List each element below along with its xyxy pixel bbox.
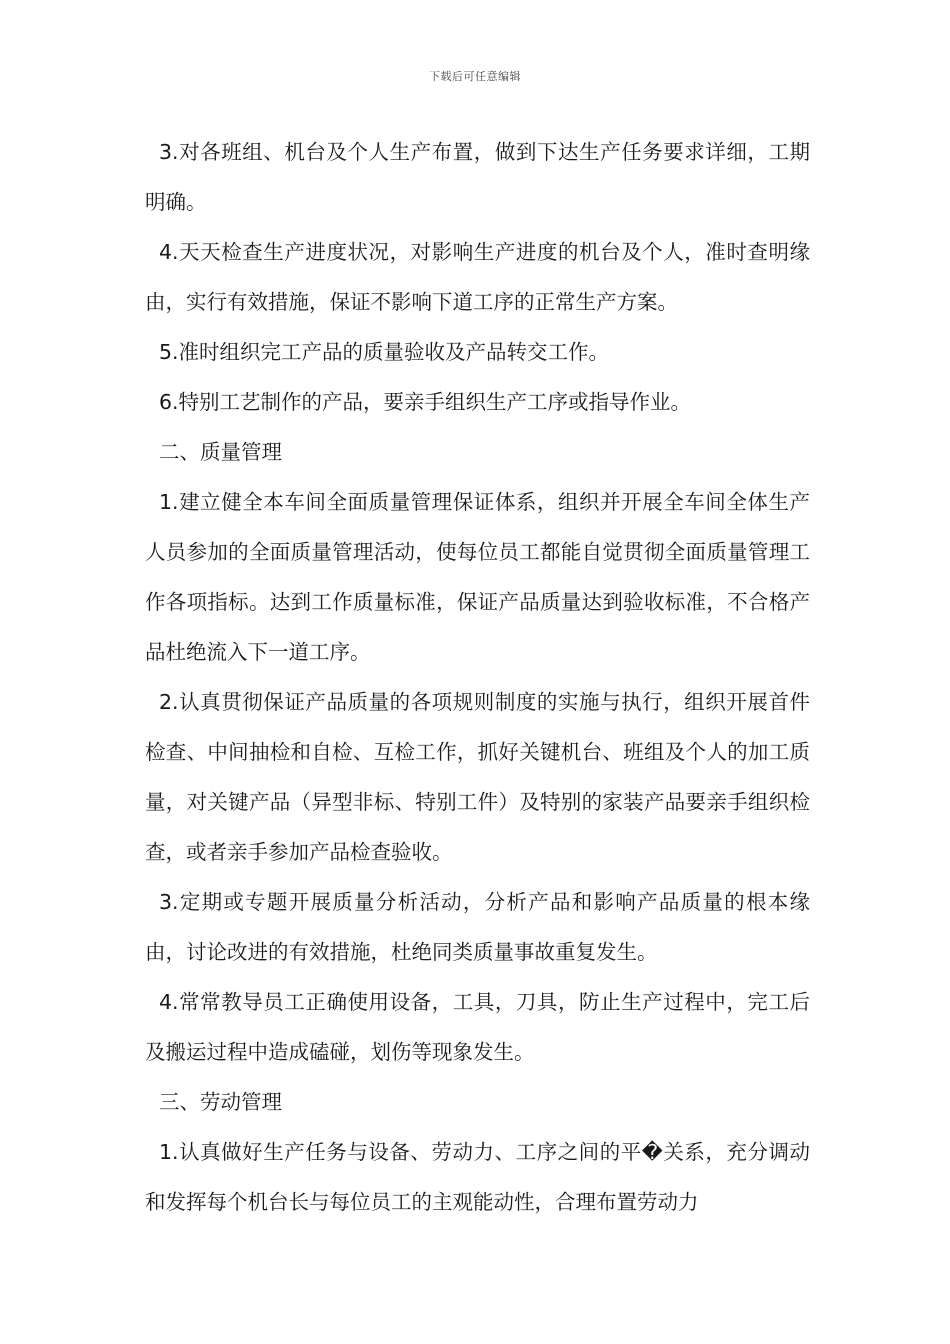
paragraph-item-4: 4.天天检查生产进度状况，对影响生产进度的机台及个人，准时查明缘由，实行有效措施，保证不影响下道工序的正常生产方案。 bbox=[145, 240, 810, 314]
paragraph-quality-4: 4.常常教导员工正确使用设备，工具，刀具，防止生产过程中，完工后及搬运过程中造成磕碰，划伤等现象发生。 bbox=[145, 990, 810, 1064]
section-heading-labor: 三、劳动管理 bbox=[159, 1090, 282, 1114]
paragraph-item-6: 6.特别工艺制作的产品，要亲手组织生产工序或指导作业。 bbox=[159, 390, 692, 414]
paragraph-item-5: 5.准时组织完工产品的质量验收及产品转交工作。 bbox=[159, 340, 610, 364]
paragraph-quality-3: 3.定期或专题开展质量分析活动，分析产品和影响产品质量的根本缘由，讨论改进的有效措施，杜绝同类质量事故重复发生。 bbox=[145, 890, 810, 964]
section-heading-quality: 二、质量管理 bbox=[159, 440, 282, 464]
paragraph-labor-1: 1.认真做好生产任务与设备、劳动力、工序之间的平�关系，充分调动和发挥每个机台长与每位员工的主观能动性，合理布置劳动力 bbox=[145, 1140, 810, 1214]
paragraph-quality-1: 1.建立健全本车间全面质量管理保证体系，组织并开展全车间全体生产人员参加的全面质量管理活动，使每位员工都能自觉贯彻全面质量管理工作各项指标。达到工作质量标准，保证产品质量达到验收标准，不合格产品杜绝流入下一道工序。 bbox=[145, 490, 810, 664]
paragraph-quality-2: 2.认真贯彻保证产品质量的各项规则制度的实施与执行，组织开展首件检查、中间抽检和自检、互检工作，抓好关键机台、班组及个人的加工质量，对关键产品（异型非标、特别工件）及特别的家装产品要亲手组织检查，或者亲手参加产品检查验收。 bbox=[145, 690, 810, 864]
paragraph-item-3: 3.对各班组、机台及个人生产布置，做到下达生产任务要求详细，工期明确。 bbox=[145, 140, 810, 214]
page-header: 下载后可任意编辑 bbox=[429, 70, 521, 83]
document-body bbox=[145, 127, 810, 1227]
